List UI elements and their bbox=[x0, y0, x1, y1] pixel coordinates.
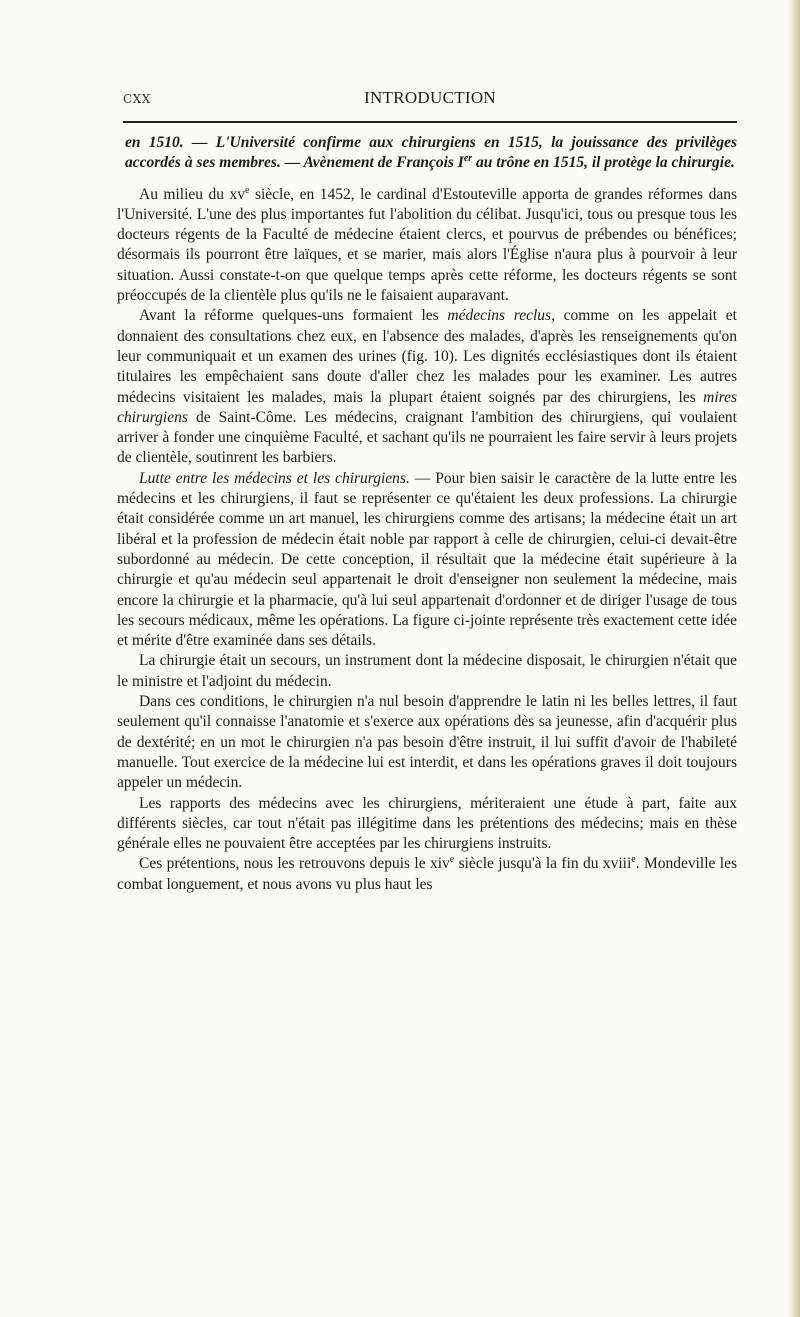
paragraph-2: Avant la réforme quelques-uns formaient les médecins reclus, comme on les appelait et donnaient des consultations chez eux, en l'absence des malades, d'après les renseignements qu'on leur communiquait et un examen des urines (fig. 10). Les dignités ecclésiastiques dont ils étaient titulaires les empêchaient sans doute d'aller chez les malades pour les examiner. Les autres médecins visitaient les malades, mais la plupart étaient soignés par des chirurgiens, les mires chirurgiens de Saint-Côme. Les médecins, craignant l'ambition des chirurgiens, qui voulaient arriver à fonder une cinquième Faculté, et sachant qu'ils ne pourraient les faire servir à leurs projets de clientèle, soutinrent les barbiers. bbox=[117, 307, 737, 467]
paragraph-6: Les rapports des médecins avec les chirurgiens, mériteraient une étude à part, faite aux différents siècles, car tout n'était pas illégitime dans les prétentions des médecins; mais en thèse générale elles ne pouvaient être acceptées par les chirurgiens instruits. bbox=[117, 794, 737, 853]
running-title: INTRODUCTION bbox=[363, 88, 497, 107]
page-edge-shadow bbox=[788, 0, 800, 1317]
paragraph-3: Lutte entre les médecins et les chirurgiens. — Pour bien saisir le caractère de la lutte entre les médecins et les chirurgiens, il faut se représenter ce qu'étaient les deux professions. La chirurgie était considérée comme un art manuel, les chirurgiens comme des artisans; la médecine était un art libéral et la profession de médecin était noble par rapport à celle de chirurgien, celui-ci devait-être subordonné au médecin. De cette conception, il résultait que la médecine était supérieure à la chirurgie et qu'au médecin seul appartenait le droit d'enseigner non seulement la médecine, mais encore la chirurgie et la pharmacie, qu'à lui seul appartenait d'ordonner et de diriger l'usage de tous les secours médicaux, même les opérations. La figure ci-jointe représente très exactement cette idée et mérite d'être examinée dans ses détails. bbox=[117, 469, 737, 650]
paragraph-4: La chirurgie était un secours, un instrument dont la médecine disposait, le chirurgien n'était que le ministre et l'adjoint du médecin. bbox=[117, 652, 737, 690]
body-text bbox=[117, 133, 737, 895]
page-number: CXX bbox=[123, 92, 151, 106]
paragraph-1: Au milieu du $xv^e$ siècle, en 1452, le cardinal d'Estouteville apporta de grandes réformes dans l'Université. L'une des plus importantes fut l'abolition du célibat. Jusqu'ici, tous ou presque tous les docteurs régents de la Faculté de médecine étaient clercs, et pourvus de prébendes ou bénéfices; désormais ils pourront être laïques, et se marier, mais alors l'Église n'aura plus à pourvoir à leur situation. Aussi constate-t-on que quelque temps après cette réforme, les docteurs régents se sont préoccupés de la clientèle plus qu'ils ne le faisaient auparavant. bbox=[117, 184, 737, 305]
paragraph-7: Ces prétentions, nous les retrouvons depuis le xiv$^e$ siècle jusqu'à la fin du xviii$^e$. Mondeville les combat longuement, et nous avons vu plus haut les bbox=[117, 854, 737, 893]
paragraph-5: Dans ces conditions, le chirurgien n'a nul besoin d'apprendre le latin ni les belles lettres, il faut seulement qu'il connaisse l'anatomie et s'exerce aux opérations dès sa jeunesse, afin d'acquérir plus de dextérité; en un mot le chirurgien n'a pas besoin d'être instruit, il lui suffit d'avoir de l'habileté manuelle. Tout exercice de la médecine lui est interdit, et dans les opérations graves il doit toujours appeler un médecin. bbox=[117, 693, 737, 792]
section-summary: en 1510. — L'Université confirme aux chirurgiens en 1515, la jouissance des privilèges accordés à ses membres. — Avènement de François Ier au trône en 1515, il protège la chirurgie. bbox=[125, 134, 737, 172]
header-rule bbox=[123, 121, 737, 123]
page-header bbox=[123, 88, 737, 116]
section-heading: Lutte entre les médecins et les chirurgiens. bbox=[139, 469, 410, 487]
